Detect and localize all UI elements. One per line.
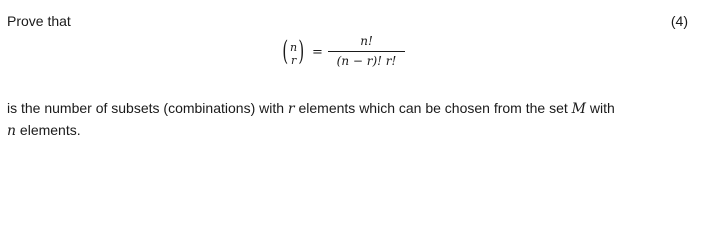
binomial-coefficient <box>282 36 309 69</box>
fraction-numerator: n! <box>360 34 373 48</box>
variable-M: M <box>571 101 586 117</box>
left-paren: ( <box>282 36 289 67</box>
statement-text: is the number of subsets (combinations) with <box>7 100 288 116</box>
marks-label: (4) <box>670 13 688 29</box>
binom-bottom: r <box>291 54 297 67</box>
variable-n: n <box>7 123 17 139</box>
fraction-denominator: (n − r)! r! <box>336 54 397 68</box>
problem-statement <box>7 98 707 142</box>
binomial-formula <box>283 34 433 80</box>
statement-text: elements which can be chosen from the set <box>294 100 572 116</box>
variable-r: r <box>287 101 295 117</box>
statement-text: with <box>586 100 615 116</box>
problem-prompt: Prove that <box>7 13 71 29</box>
statement-text: elements. <box>16 122 81 138</box>
fraction-bar <box>328 51 405 52</box>
equals-sign: = <box>312 45 323 60</box>
binom-top: n <box>290 41 298 54</box>
right-paren: ) <box>298 36 305 67</box>
